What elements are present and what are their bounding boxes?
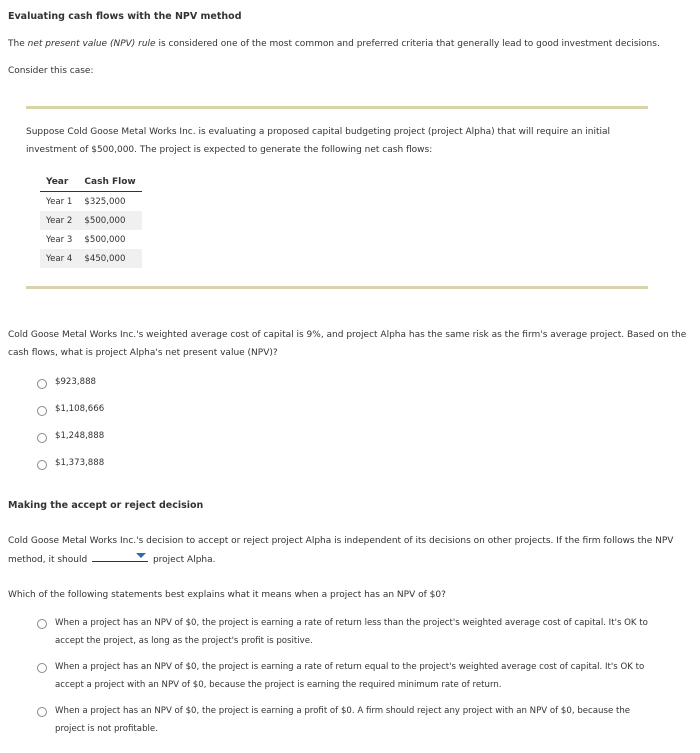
consider-text: Consider this case: xyxy=(8,66,94,76)
cell-cash-flow: $500,000 xyxy=(84,234,126,245)
accept-reject-dropdown[interactable] xyxy=(92,550,148,562)
npv-option-3[interactable] xyxy=(37,431,104,443)
npv-zero-option-label xyxy=(55,658,644,694)
decision-prefix: method, it should xyxy=(8,555,88,565)
decision-suffix: project Alpha. xyxy=(152,555,216,565)
decision-paragraph xyxy=(8,532,673,569)
header-year: Year xyxy=(40,173,78,192)
npv-zero-option-1[interactable] xyxy=(37,617,648,650)
case-line-2: investment of $500,000. The project is expected to generate the following net cash flows: xyxy=(26,145,433,155)
radio-button[interactable] xyxy=(37,619,47,629)
npv-zero-option-2[interactable] xyxy=(37,661,644,694)
table-row xyxy=(40,249,142,268)
npv-zero-option-label xyxy=(55,614,648,650)
option-line-1: When a project has an NPV of $0, the project is earning a profit of $0. A firm should reject any project with an NPV of $0, because the xyxy=(55,706,631,716)
npv-option-1[interactable] xyxy=(37,377,96,389)
section-title-npv: Evaluating cash flows with the NPV method xyxy=(8,11,242,22)
npv-question-line-1: Cold Goose Metal Works Inc.'s weighted average cost of capital is 9%, and project Alpha has the same risk as the firm's average project. Based on the xyxy=(8,330,687,340)
cell-year: Year 2 xyxy=(40,211,78,230)
table-row xyxy=(40,211,142,230)
chevron-down-icon[interactable] xyxy=(136,553,146,558)
npv-option-label: $1,108,666 xyxy=(55,404,105,414)
option-line-2: project is not profitable. xyxy=(55,724,158,734)
npv-option-label: $1,373,888 xyxy=(55,458,105,468)
npv-option-label: $1,248,888 xyxy=(55,431,105,441)
cell-year: Year 4 xyxy=(40,249,78,268)
radio-button[interactable] xyxy=(37,663,47,673)
cash-flow-table xyxy=(40,173,142,268)
npv-question xyxy=(8,326,686,362)
radio-button[interactable] xyxy=(37,433,47,443)
intro-prefix: The xyxy=(8,39,28,49)
radio-button[interactable] xyxy=(37,707,47,717)
radio-button[interactable] xyxy=(37,460,47,470)
radio-button[interactable] xyxy=(37,379,47,389)
cell-cash-flow: $450,000 xyxy=(78,249,141,268)
option-line-1: When a project has an NPV of $0, the project is earning a rate of return equal to the project's weighted average cost of capital. It's OK to xyxy=(55,662,645,672)
table-header-row xyxy=(40,173,142,192)
radio-button[interactable] xyxy=(37,406,47,416)
cell-year: Year 1 xyxy=(46,196,73,207)
decision-line-2 xyxy=(8,550,673,569)
npv-zero-option-3[interactable] xyxy=(37,705,630,738)
intro-paragraph xyxy=(8,35,660,53)
npv-option-4[interactable] xyxy=(37,458,104,470)
case-top-rule xyxy=(26,106,648,109)
decision-line-1: Cold Goose Metal Works Inc.'s decision to accept or reject project Alpha is independent of its decisions on other projects. If the firm follows the NPV xyxy=(8,536,674,546)
npv-zero-option-label xyxy=(55,702,630,738)
intro-emphasis: net present value (NPV) rule xyxy=(27,39,156,49)
section-title-decision: Making the accept or reject decision xyxy=(8,500,204,511)
table-row xyxy=(40,230,142,249)
intro-suffix: is considered one of the most common and preferred criteria that generally lead to good investment decisions. xyxy=(155,39,660,49)
case-bottom-rule xyxy=(26,286,648,289)
npv-option-2[interactable] xyxy=(37,404,104,416)
case-description xyxy=(26,123,610,159)
option-line-1: When a project has an NPV of $0, the project is earning a rate of return less than the project's weighted average cost of capital. It's OK to xyxy=(55,618,648,628)
npv-option-label: $923,888 xyxy=(55,377,97,387)
option-line-2: accept the project, as long as the project's profit is positive. xyxy=(55,636,313,646)
cell-cash-flow: $325,000 xyxy=(84,196,126,207)
cell-cash-flow: $500,000 xyxy=(78,211,141,230)
cell-year: Year 3 xyxy=(46,234,73,245)
npv-zero-question: Which of the following statements best explains what it means when a project has an NPV of $0? xyxy=(8,590,446,600)
option-line-2: accept a project with an NPV of $0, because the project is earning the required minimum rate of return. xyxy=(55,680,502,690)
npv-question-line-2: cash flows, what is project Alpha's net present value (NPV)? xyxy=(8,348,278,358)
header-cash-flow: Cash Flow xyxy=(78,173,141,192)
case-line-1: Suppose Cold Goose Metal Works Inc. is evaluating a proposed capital budgeting project (project Alpha) that will require an initial xyxy=(26,127,611,137)
table-row xyxy=(40,192,142,212)
